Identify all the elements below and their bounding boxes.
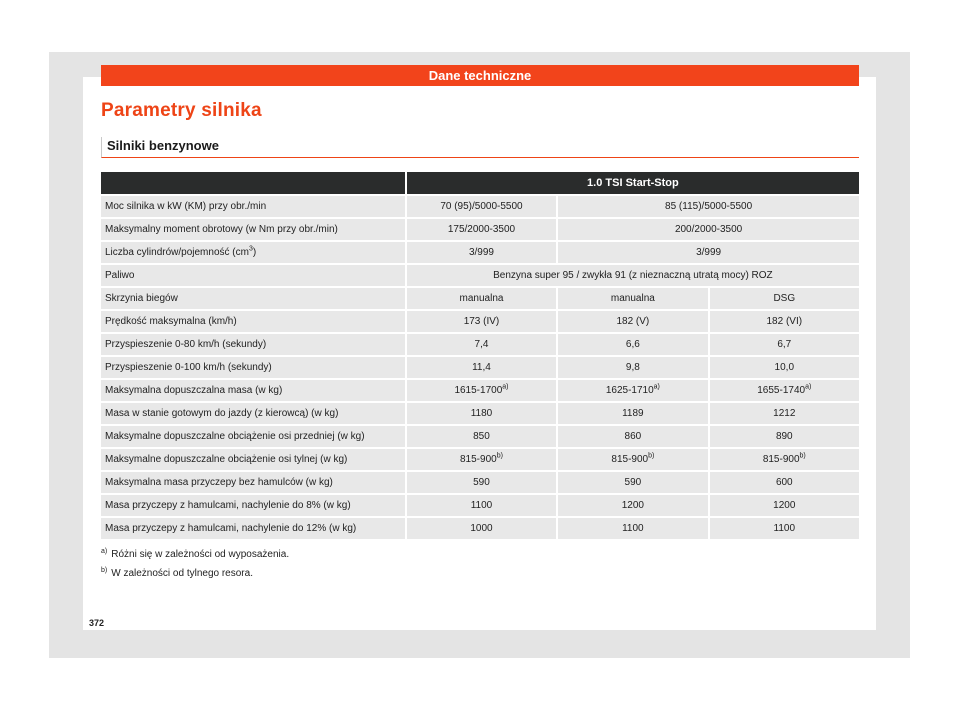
value-cell bbox=[708, 334, 859, 355]
table-row bbox=[101, 403, 859, 424]
value-cell bbox=[405, 495, 556, 516]
value-cell bbox=[405, 288, 556, 309]
value-cell bbox=[405, 196, 556, 217]
value-text: 7,4 bbox=[474, 339, 489, 350]
value-text: 85 (115)/5000-5500 bbox=[665, 201, 753, 212]
value-cell bbox=[556, 449, 707, 470]
row-label bbox=[101, 288, 405, 309]
value-text: DSG bbox=[773, 293, 796, 304]
value-cell bbox=[708, 449, 859, 470]
table-row bbox=[101, 472, 859, 493]
value-cell bbox=[405, 426, 556, 447]
value-text: manualna bbox=[610, 293, 655, 304]
row-label-text: Przyspieszenie 0-80 km/h (sekundy) bbox=[105, 339, 267, 350]
value-cell bbox=[708, 403, 859, 424]
value-cell bbox=[405, 380, 556, 401]
value-text: 1189 bbox=[622, 408, 644, 419]
value-text: 1100 bbox=[773, 523, 796, 534]
value-cell bbox=[405, 265, 859, 286]
footnote-mark: a) bbox=[101, 547, 108, 555]
table-row bbox=[101, 265, 859, 286]
footnote-reference: b) bbox=[799, 452, 806, 460]
chapter-banner: Dane techniczne bbox=[101, 65, 859, 86]
row-label bbox=[101, 219, 405, 240]
table-row bbox=[101, 219, 859, 240]
value-text: 182 (V) bbox=[616, 316, 650, 327]
value-cell bbox=[708, 495, 859, 516]
value-cell bbox=[405, 472, 556, 493]
row-label-text: Przyspieszenie 0-100 km/h (sekundy) bbox=[105, 362, 272, 373]
table-row bbox=[101, 380, 859, 401]
row-label bbox=[101, 357, 405, 378]
value-cell bbox=[708, 311, 859, 332]
value-cell bbox=[556, 426, 707, 447]
row-label-text: Maksymalna dopuszczalna masa (w kg) bbox=[105, 385, 283, 396]
table-row bbox=[101, 426, 859, 447]
value-cell bbox=[708, 518, 859, 539]
table-row bbox=[101, 449, 859, 470]
value-cell bbox=[556, 242, 859, 263]
value-cell bbox=[708, 357, 859, 378]
row-label bbox=[101, 380, 405, 401]
row-label bbox=[101, 311, 405, 332]
value-cell bbox=[708, 472, 859, 493]
table-row bbox=[101, 357, 859, 378]
row-label-text: Maksymalny moment obrotowy (w Nm przy obr./min) bbox=[105, 224, 338, 235]
table-row bbox=[101, 196, 859, 217]
subsection-heading bbox=[101, 137, 859, 158]
table-row bbox=[101, 288, 859, 309]
value-cell bbox=[405, 311, 556, 332]
value-text: 173 (IV) bbox=[463, 316, 500, 327]
value-text: manualna bbox=[459, 293, 504, 304]
value-cell bbox=[556, 403, 707, 424]
row-label-text: Paliwo bbox=[105, 270, 135, 281]
value-text: Benzyna super 95 / zwykła 91 (z nieznaczną utratą mocy) ROZ bbox=[493, 270, 773, 281]
footnote-reference: b) bbox=[496, 452, 503, 460]
value-text: 10,0 bbox=[774, 362, 795, 373]
header-empty-cell bbox=[101, 172, 405, 194]
row-label bbox=[101, 472, 405, 493]
row-label bbox=[101, 265, 405, 286]
value-text: 1212 bbox=[773, 408, 796, 419]
footnote-reference: a) bbox=[502, 383, 509, 391]
value-text: 9,8 bbox=[625, 362, 640, 373]
value-text: 815-900 bbox=[611, 454, 649, 465]
row-label bbox=[101, 495, 405, 516]
value-text: 860 bbox=[624, 431, 642, 442]
label-suffix: ) bbox=[252, 247, 257, 258]
value-cell bbox=[556, 518, 707, 539]
value-cell bbox=[556, 219, 859, 240]
value-cell bbox=[405, 334, 556, 355]
value-text: 70 (95)/5000-5500 bbox=[440, 201, 523, 212]
footnote bbox=[101, 547, 289, 566]
row-label-text: Moc silnika w kW (KM) przy obr./min bbox=[105, 201, 267, 212]
value-text: 175/2000-3500 bbox=[447, 224, 516, 235]
value-cell bbox=[405, 219, 556, 240]
value-cell bbox=[708, 426, 859, 447]
value-text: 850 bbox=[473, 431, 490, 442]
row-label bbox=[101, 403, 405, 424]
value-cell bbox=[556, 196, 859, 217]
value-text: 6,6 bbox=[625, 339, 640, 350]
table-row bbox=[101, 334, 859, 355]
row-label-text: Maksymalna masa przyczepy bez hamulców (w kg) bbox=[105, 477, 333, 488]
value-cell bbox=[556, 380, 707, 401]
value-text: 1180 bbox=[470, 408, 493, 419]
value-cell bbox=[556, 472, 707, 493]
row-label bbox=[101, 426, 405, 447]
value-cell bbox=[405, 403, 556, 424]
row-label-text: Maksymalne dopuszczalne obciążenie osi tylnej (w kg) bbox=[105, 454, 348, 465]
subsection-title: Silniki benzynowe bbox=[107, 138, 219, 153]
table-row bbox=[101, 242, 859, 263]
value-cell bbox=[556, 311, 707, 332]
section-title: Parametry silnika bbox=[101, 100, 262, 121]
value-text: 890 bbox=[775, 431, 793, 442]
table-row bbox=[101, 311, 859, 332]
table-body bbox=[101, 196, 859, 539]
value-cell bbox=[556, 288, 707, 309]
engine-column-header: 1.0 TSI Start-Stop bbox=[405, 172, 859, 194]
footnotes bbox=[101, 547, 289, 585]
value-text: 600 bbox=[775, 477, 793, 488]
footnote bbox=[101, 566, 289, 585]
value-text: 1000 bbox=[470, 523, 493, 534]
row-label-text: Maksymalne dopuszczalne obciążenie osi przedniej (w kg) bbox=[105, 431, 365, 442]
value-cell bbox=[708, 380, 859, 401]
value-cell bbox=[556, 357, 707, 378]
row-label-text: Skrzynia biegów bbox=[105, 293, 178, 304]
row-label-text: Masa w stanie gotowym do jazdy (z kierowcą) (w kg) bbox=[105, 408, 339, 419]
spec-table bbox=[101, 170, 859, 541]
footnote-text: W zależności od tylnego resora. bbox=[111, 568, 253, 579]
footnote-reference: b) bbox=[648, 452, 655, 460]
row-label bbox=[101, 242, 405, 263]
value-cell bbox=[405, 242, 556, 263]
value-cell bbox=[556, 495, 707, 516]
row-label bbox=[101, 196, 405, 217]
row-label-text: Masa przyczepy z hamulcami, nachylenie do 12% (w kg) bbox=[105, 523, 357, 534]
row-label bbox=[101, 518, 405, 539]
value-text: 3/999 bbox=[468, 247, 494, 258]
value-text: 3/999 bbox=[696, 247, 722, 258]
row-label bbox=[101, 334, 405, 355]
value-text: 1100 bbox=[470, 500, 493, 511]
value-text: 182 (VI) bbox=[766, 316, 803, 327]
value-cell bbox=[405, 449, 556, 470]
footnote-reference: a) bbox=[653, 383, 660, 391]
value-text: 590 bbox=[624, 477, 642, 488]
value-text: 590 bbox=[473, 477, 490, 488]
value-cell bbox=[556, 334, 707, 355]
value-text: 815-900 bbox=[460, 454, 497, 465]
table-row bbox=[101, 518, 859, 539]
value-cell bbox=[405, 357, 556, 378]
footnote-text: Różni się w zależności od wyposażenia. bbox=[111, 549, 290, 560]
row-label-text: Liczba cylindrów/pojemność (cm bbox=[105, 247, 249, 258]
value-text: 1625-1710 bbox=[605, 385, 654, 396]
value-cell bbox=[708, 288, 859, 309]
row-label-text: Masa przyczepy z hamulcami, nachylenie do 8% (w kg) bbox=[105, 500, 351, 511]
value-text: 1655-1740 bbox=[757, 385, 806, 396]
row-label bbox=[101, 449, 405, 470]
value-text: 200/2000-3500 bbox=[674, 224, 743, 235]
value-text: 1615-1700 bbox=[454, 385, 503, 396]
footnote-mark: b) bbox=[101, 566, 108, 574]
row-label-text: Prędkość maksymalna (km/h) bbox=[105, 316, 237, 327]
value-text: 11,4 bbox=[472, 362, 491, 373]
value-text: 815-900 bbox=[762, 454, 800, 465]
value-text: 1200 bbox=[621, 500, 644, 511]
value-text: 1100 bbox=[622, 523, 644, 534]
table-row bbox=[101, 495, 859, 516]
value-cell bbox=[405, 518, 556, 539]
page-number: 372 bbox=[89, 618, 105, 628]
table-header-row bbox=[101, 172, 859, 194]
value-text: 1200 bbox=[773, 500, 796, 511]
label-superscript: 3 bbox=[248, 245, 253, 253]
footnote-reference: a) bbox=[805, 383, 812, 391]
value-text: 6,7 bbox=[777, 339, 792, 350]
